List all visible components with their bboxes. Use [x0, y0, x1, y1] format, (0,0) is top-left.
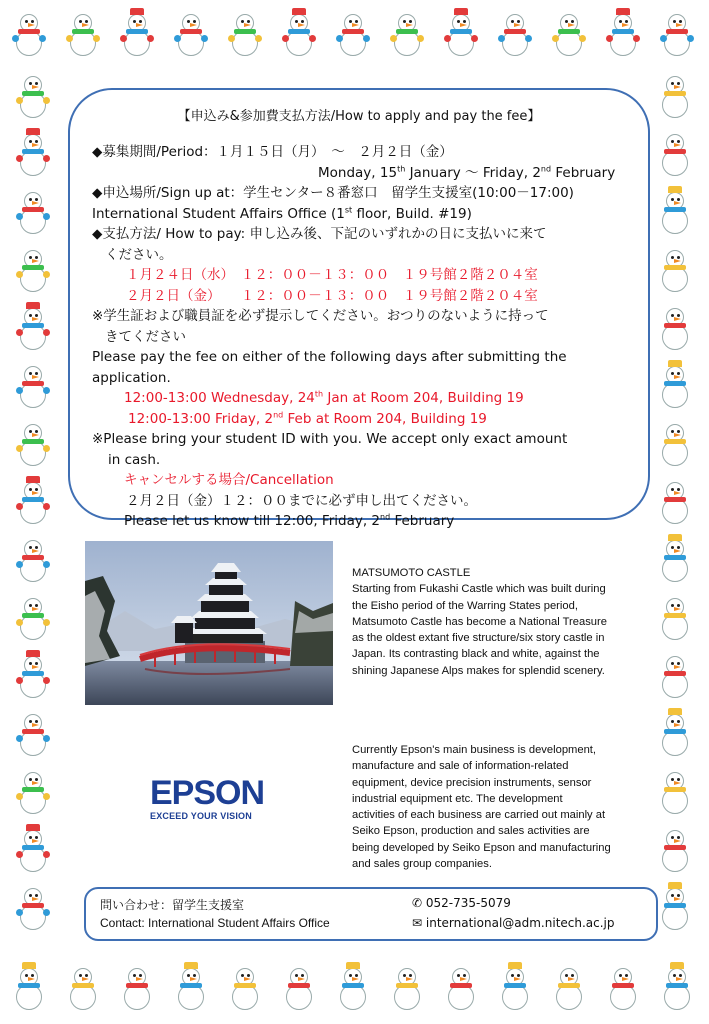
cancellation-jp: ２月２日（金）１２：００までに必ず申し出てください。: [126, 492, 477, 509]
snowman-icon: [658, 302, 692, 352]
snowman-icon: [16, 708, 50, 758]
contact-phone[interactable]: 052-735-5079: [425, 896, 511, 910]
snowman-icon: [16, 302, 50, 352]
snowman-icon: [174, 962, 208, 1012]
application-info-box: [68, 88, 650, 529]
snowman-icon: [282, 962, 316, 1012]
cancellation-en: Please let us know till 12:00, Friday, 2nd February: [124, 512, 455, 529]
snowman-icon: [552, 962, 586, 1012]
epson-line: Currently Epson's main business is development,: [352, 744, 597, 756]
snowman-icon: [66, 8, 100, 58]
snowman-icon: [498, 8, 532, 58]
snowman-icon: [658, 244, 692, 294]
snowman-icon: [16, 882, 50, 932]
epson-line: being developed by Seiko Epson and manufacturing: [352, 841, 611, 854]
mail-icon: ✉: [412, 916, 423, 930]
castle-description: [352, 565, 657, 679]
section-title: 【申込み&参加費支払方法/How to apply and pay the fee】: [177, 109, 541, 124]
snowman-icon: [16, 244, 50, 294]
snowman-icon: [658, 708, 692, 758]
phone-row: [412, 896, 511, 910]
snowman-icon: [174, 8, 208, 58]
snowman-icon: [12, 8, 46, 58]
snowman-icon: [660, 962, 694, 1012]
snowman-icon: [444, 8, 478, 58]
snowman-icon: [658, 592, 692, 642]
snowman-icon: [390, 8, 424, 58]
snowman-icon: [658, 534, 692, 584]
snowman-icon: [336, 962, 370, 1012]
snowman-icon: [552, 8, 586, 58]
castle-photo: [85, 541, 333, 705]
snowman-icon: [658, 418, 692, 468]
snowman-icon: [12, 962, 46, 1012]
snowman-icon: [390, 962, 424, 1012]
period-english: Monday, 15th January ～ Friday, 2nd February: [318, 164, 616, 181]
snowman-icon: [658, 824, 692, 874]
epson-wordmark: EPSON: [150, 774, 265, 812]
snowman-icon: [16, 766, 50, 816]
epson-description: [352, 742, 657, 872]
snowman-icon: [658, 70, 692, 120]
snowman-icon: [120, 962, 154, 1012]
snowman-icon: [658, 360, 692, 410]
snowman-icon: [120, 8, 154, 58]
payment-slot-en-2: 12:00-13:00 Friday, 2nd Feb at Room 204, Building 19: [128, 410, 487, 427]
payment-line: ◆支払方法/ How to pay: 申し込み後、下記のいずれかの日に支払いに来て: [92, 226, 547, 242]
snowman-icon: [282, 8, 316, 58]
snowman-icon: [16, 476, 50, 526]
contact-en: Contact: International Student Affairs Office: [100, 916, 330, 930]
contact-jp: 問い合わせ：留学生支援室: [100, 898, 245, 912]
snowman-icon: [16, 418, 50, 468]
castle-line: Japan. Its contrasting black and white, against the: [352, 648, 600, 661]
snowman-icon: [16, 360, 50, 410]
epson-line: equipment, device precision instruments, sensor: [352, 776, 592, 789]
id-note-jp: ※学生証および職員証を必ず提示してください。おつりのないように持って: [92, 308, 549, 324]
snowman-icon: [228, 8, 262, 58]
phone-icon: ✆: [412, 896, 423, 910]
payment-line-cont: ください。: [105, 246, 173, 263]
payment-slot-jp-2: ２月２日（金） １２：００－１３：００ １９号館２階２０４室: [126, 287, 538, 304]
epson-line: Seiko Epson, production and sales activities are: [352, 825, 590, 838]
period-line: ◆募集期間/Period：１月１５日（月） ～ ２月２日（金）: [92, 144, 453, 160]
snowman-icon: [606, 962, 640, 1012]
snowman-icon: [660, 8, 694, 58]
epson-logo: [150, 776, 275, 822]
snowman-icon: [658, 882, 692, 932]
castle-line: Starting from Fukashi Castle which was built during: [352, 583, 606, 596]
payment-slot-en-1: 12:00-13:00 Wednesday, 24th Jan at Room 204, Building 19: [124, 389, 524, 406]
id-note-en: ※Please bring your student ID with you. We accept only exact amount: [92, 431, 568, 447]
epson-line: activities of each business are carried out mainly at: [352, 809, 606, 822]
snowman-icon: [658, 650, 692, 700]
id-note-jp-cont: きてください: [105, 328, 186, 345]
snowman-icon: [16, 824, 50, 874]
snowman-icon: [16, 592, 50, 642]
signup-office: International Student Affairs Office (1st floor, Build. #19): [92, 205, 472, 222]
castle-line: Matsumoto Castle has become a National Treasure: [352, 615, 607, 628]
snowman-icon: [16, 650, 50, 700]
castle-line: the Eisho period of the Warring States period,: [352, 599, 578, 612]
cancellation-heading: キャンセルする場合/Cancellation: [124, 472, 334, 488]
contact-email[interactable]: international@adm.nitech.ac.jp: [425, 916, 615, 930]
snowman-icon: [658, 476, 692, 526]
snowman-icon: [16, 534, 50, 584]
contact-box: [84, 887, 658, 941]
snowman-icon: [16, 128, 50, 178]
castle-title: MATSUMOTO CASTLE: [352, 567, 471, 579]
snowman-icon: [66, 962, 100, 1012]
signup-line: ◆申込場所/Sign up at：学生センター８番窓口 留学生支援室(10:00－17:00): [92, 185, 574, 201]
snowman-icon: [658, 766, 692, 816]
snowman-icon: [658, 186, 692, 236]
castle-line: as the oldest extant five structure/six story castle in: [352, 632, 605, 645]
snowman-icon: [444, 962, 478, 1012]
payment-slot-jp-1: １月２４日（水） １２：００－１３：００ １９号館２階２０４室: [126, 267, 538, 283]
id-note-en-cont: in cash.: [108, 451, 161, 468]
payment-en-1: Please pay the fee on either of the following days after submitting the: [92, 349, 567, 365]
snowman-icon: [16, 186, 50, 236]
epson-line: manufacture and sale of information-related: [352, 760, 569, 773]
castle-line: shining Japanese Alps makes for splendid scenery.: [352, 664, 605, 677]
epson-line: and sales group companies.: [352, 858, 492, 871]
payment-en-2: application.: [92, 369, 171, 386]
snowman-icon: [16, 70, 50, 120]
snowman-icon: [228, 962, 262, 1012]
snowman-icon: [498, 962, 532, 1012]
email-row: [412, 916, 615, 930]
snowman-icon: [606, 8, 640, 58]
epson-tagline: EXCEED YOUR VISION: [150, 811, 252, 821]
snowman-icon: [336, 8, 370, 58]
epson-line: industrial equipment etc. The development: [352, 792, 563, 805]
snowman-icon: [658, 128, 692, 178]
